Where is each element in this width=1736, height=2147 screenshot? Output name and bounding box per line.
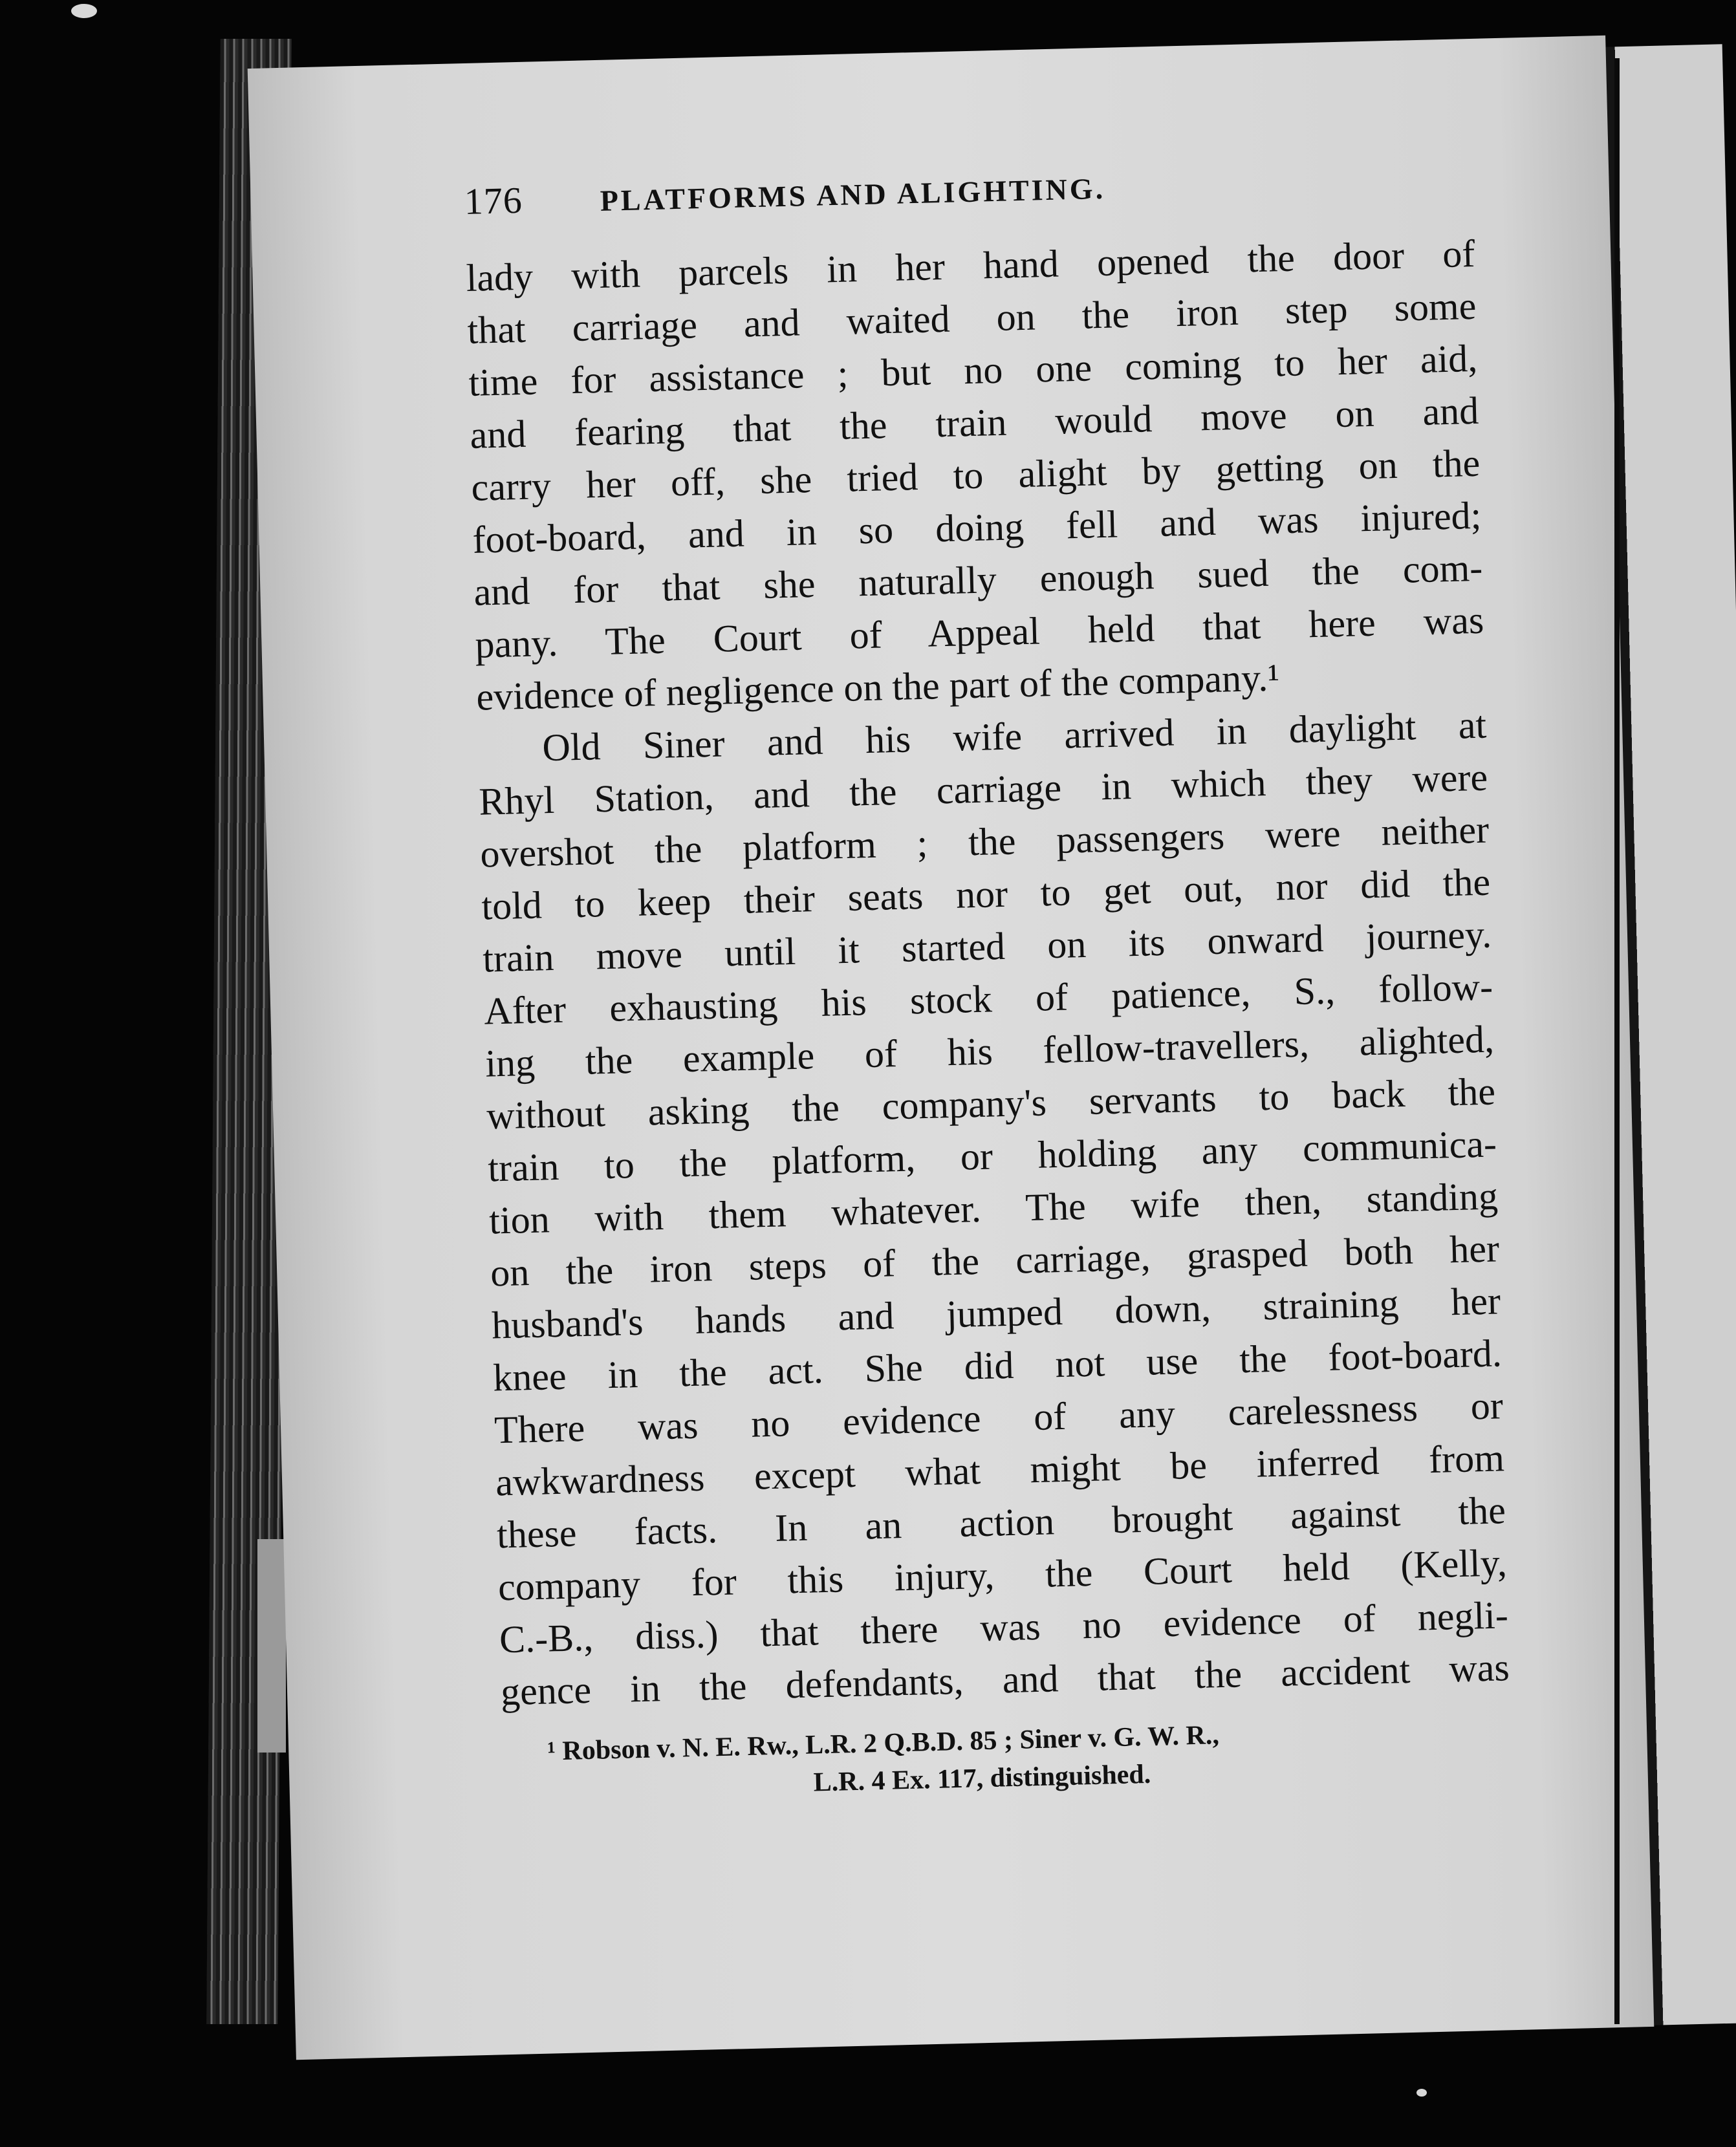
page-number: 176 <box>464 178 523 222</box>
page-gutter <box>1614 58 1620 2024</box>
body-line: knee in the act. She did not use the foot-board. <box>492 1332 1503 1399</box>
body-text <box>466 228 1510 1718</box>
body-line: on the iron steps of the carriage, grasped both her <box>490 1227 1500 1295</box>
body-line: time for assistance ; but no one coming to her aid, <box>468 336 1478 404</box>
body-line: overshot the platform ; the passengers were neither <box>479 808 1490 876</box>
page-edge-tab <box>257 1539 286 1753</box>
body-line: and for that she naturally enough sued the com- <box>473 546 1483 614</box>
body-line: that carriage and waited on the iron step some <box>466 284 1477 352</box>
body-line: gence in the defendants, and that the accident was <box>500 1646 1510 1714</box>
body-line: these facts. In an action brought against the <box>496 1489 1506 1557</box>
page-header <box>464 155 1473 225</box>
body-line: ing the example of his fellow-travellers, alighted, <box>484 1017 1495 1085</box>
footnote-line: ¹ Robson v. N. E. Rw., L.R. 2 Q.B.D. 85 ; Siner v. G. W. R., <box>547 1720 1220 1767</box>
body-line: husband's hands and jumped down, straining her <box>491 1279 1501 1347</box>
body-line: foot-board, and in so doing fell and was injured; <box>472 493 1482 561</box>
body-line: There was no evidence of any carelessness or <box>494 1384 1504 1452</box>
footnotes <box>502 1709 1512 1809</box>
body-line: carry her off, she tried to alight by getting on the <box>470 441 1481 509</box>
body-line: told to keep their seats nor to get out, nor did the <box>481 860 1491 928</box>
body-line: tion with them whatever. The wife then, standing <box>488 1174 1499 1242</box>
running-head: PLATFORMS AND ALIGHTING. <box>600 171 1106 217</box>
body-line: company for this injury, the Court held (Kelly, <box>497 1541 1508 1609</box>
scan-speck <box>71 4 97 18</box>
body-line: evidence of negligence on the part of the company.¹ <box>475 656 1280 718</box>
body-line: C.-B., diss.) that there was no evidence of negli- <box>499 1593 1509 1661</box>
body-line: Rhyl Station, and the carriage in which they were <box>478 755 1488 823</box>
body-line: without asking the company's servants to back the <box>486 1070 1496 1138</box>
body-line: pany. The Court of Appeal held that here was <box>474 598 1484 666</box>
page-content <box>464 155 1512 1809</box>
body-line: awkwardness except what might be inferred from <box>495 1436 1505 1504</box>
body-line: After exhausting his stock of patience, S., follow- <box>483 965 1493 1033</box>
body-line: lady with parcels in her hand opened the door of <box>465 232 1476 299</box>
body-line: train move until it started on its onward journey. <box>482 912 1492 980</box>
scan-speck <box>1416 2089 1427 2097</box>
body-line: Old Siner and his wife arrived in daylight at <box>541 703 1487 770</box>
footnote-line: L.R. 4 Ex. 117, distinguished. <box>813 1759 1151 1798</box>
body-line: and fearing that the train would move on and <box>469 389 1479 457</box>
body-line: train to the platform, or holding any communica- <box>487 1122 1497 1190</box>
book-page <box>248 36 1655 2060</box>
